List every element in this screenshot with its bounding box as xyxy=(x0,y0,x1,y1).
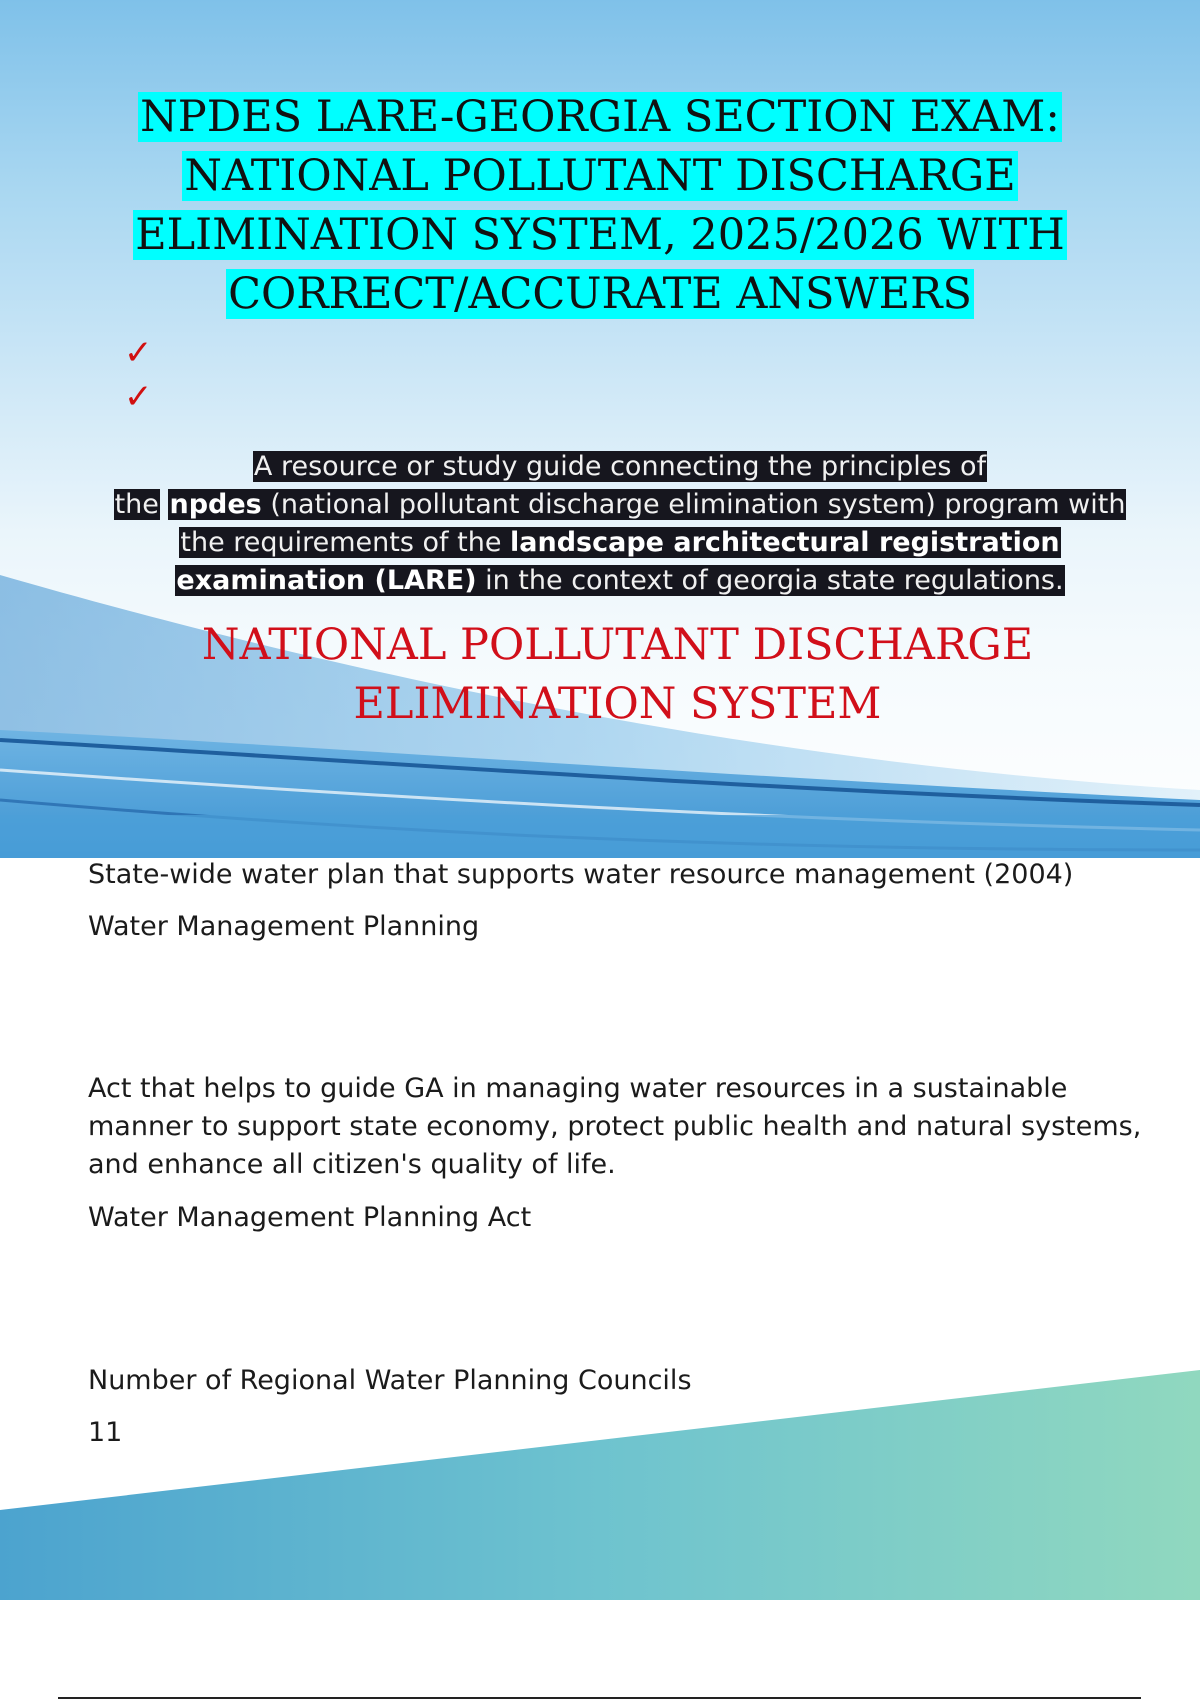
page-divider xyxy=(58,1697,1141,1699)
subtitle-line: ELIMINATION SYSTEM xyxy=(353,679,882,729)
title-line: ELIMINATION SYSTEM, 2025/2026 WITH xyxy=(135,210,1065,260)
section-subtitle xyxy=(60,616,1175,734)
description-text: in the context of georgia state regulations. xyxy=(476,565,1064,596)
description-text: A resource or study guide connecting the principles of xyxy=(253,451,987,482)
checkmark-icon: ✓ xyxy=(124,333,153,373)
document-title xyxy=(60,88,1140,324)
question-text: State-wide water plan that supports water resource management (2004) xyxy=(88,859,1074,890)
question-text: Number of Regional Water Planning Councils xyxy=(88,1365,692,1396)
answer-text: 11 xyxy=(88,1417,123,1448)
description-text: the requirements of the xyxy=(180,527,511,558)
answer-text: Water Management Planning Act xyxy=(88,1202,532,1233)
description-bold: landscape architectural registration xyxy=(510,527,1060,558)
question-text: Act that helps to guide GA in managing water resources in a sustainable manner to support state economy, protect public health and natural systems, and enhance all citizen's quality of life. xyxy=(88,1073,1142,1180)
title-line: CORRECT/ACCURATE ANSWERS xyxy=(228,269,972,319)
title-line: NPDES LARE-GEORGIA SECTION EXAM: xyxy=(140,92,1060,142)
page-margin xyxy=(0,1600,1200,1700)
description-bold: examination (LARE) xyxy=(176,565,477,596)
answer-text: Water Management Planning xyxy=(88,911,480,942)
description-bold: npdes xyxy=(169,489,262,520)
subtitle-line: NATIONAL POLLUTANT DISCHARGE xyxy=(201,620,1034,670)
description-text: (national pollutant discharge elimination system) program with xyxy=(261,489,1126,520)
checkmark-icon: ✓ xyxy=(124,377,153,417)
description-text: the xyxy=(114,489,159,520)
title-line: NATIONAL POLLUTANT DISCHARGE xyxy=(184,151,1016,201)
description-block xyxy=(80,448,1160,600)
